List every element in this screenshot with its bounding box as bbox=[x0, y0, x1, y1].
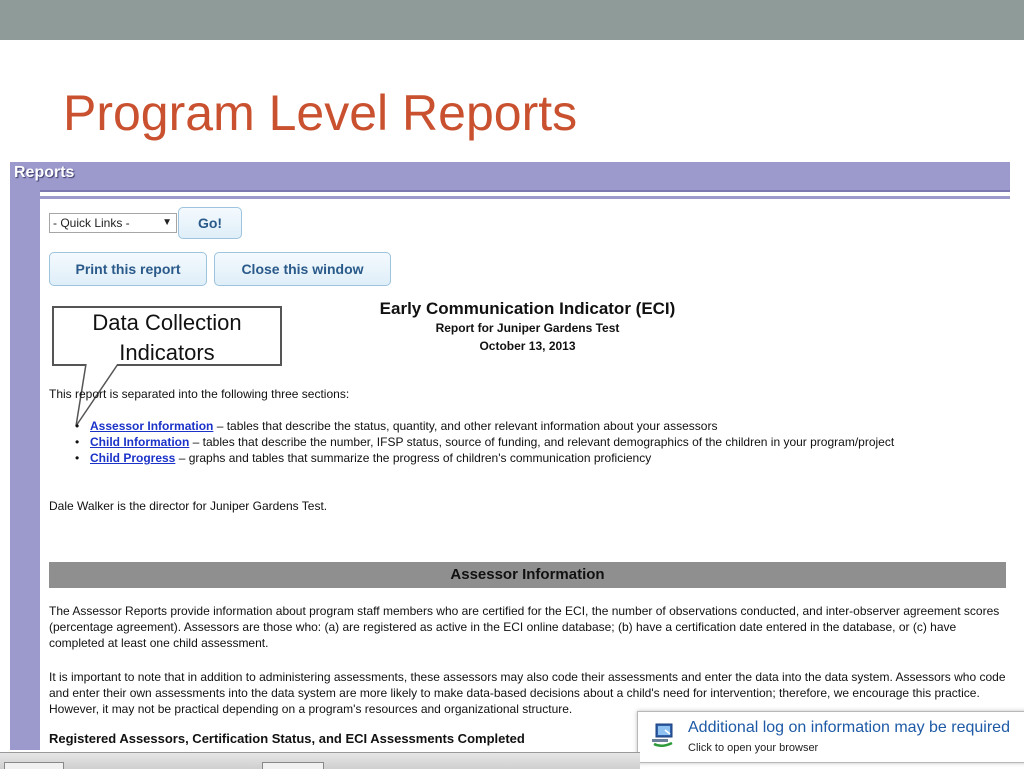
go-button[interactable]: Go! bbox=[178, 207, 242, 239]
bullet-icon: • bbox=[75, 435, 80, 449]
list-item bbox=[74, 434, 954, 450]
report-subtitle: Report for Juniper Gardens Test bbox=[435, 321, 620, 335]
slide-title: Program Level Reports bbox=[63, 85, 578, 141]
section-description: – graphs and tables that summarize the progress of children's communication proficiency bbox=[175, 451, 652, 465]
quick-links-select[interactable] bbox=[49, 213, 177, 233]
print-report-button[interactable]: Print this report bbox=[49, 252, 207, 286]
sections-list bbox=[74, 418, 954, 466]
registered-assessors-heading: Registered Assessors, Certification Status, and ECI Assessments Completed bbox=[49, 731, 525, 746]
child-information-link[interactable]: Child Information bbox=[90, 435, 190, 449]
reports-divider bbox=[36, 196, 1010, 199]
close-window-button[interactable]: Close this window bbox=[214, 252, 391, 286]
child-progress-link[interactable]: Child Progress bbox=[90, 451, 176, 465]
logon-notification[interactable] bbox=[637, 711, 1024, 763]
callout-box bbox=[52, 306, 282, 366]
notification-subtitle: Click to open your browser bbox=[688, 742, 819, 754]
director-text: Dale Walker is the director for Juniper Gardens Test. bbox=[49, 499, 328, 513]
network-icon bbox=[650, 722, 676, 750]
section-description: – tables that describe the number, IFSP status, source of funding, and relevant demographics of the children in your program/project bbox=[189, 435, 895, 449]
list-item bbox=[74, 450, 954, 466]
assessor-paragraph-1: The Assessor Reports provide information about program staff members who are certified for the ECI, the number of observations conducted, and inter-observer agreement scores (percentage agreement). Assessors are those who: (a) are registered as active in the ECI online database; (b) have a certification date entered in the database, or (c) have completed at least one child assessment. bbox=[49, 604, 1000, 650]
chevron-down-icon: ▼ bbox=[162, 217, 172, 228]
report-title: Early Communication Indicator (ECI) bbox=[379, 299, 676, 318]
reports-label: Reports bbox=[14, 164, 75, 181]
callout-line-1: Data Collection bbox=[92, 310, 242, 335]
assessor-information-link[interactable]: Assessor Information bbox=[90, 419, 214, 433]
reports-left-border bbox=[10, 190, 40, 750]
report-date: October 13, 2013 bbox=[479, 339, 576, 353]
intro-text: This report is separated into the following three sections: bbox=[49, 387, 350, 401]
bullet-icon: • bbox=[75, 419, 80, 433]
assessor-paragraph-2: It is important to note that in addition to administering assessments, these assessors may also code their assessments and enter the data into the data system. Assessors who code and enter their own assessments into the data system are more likely to make data-based decisions about a child's need for intervention; therefore, we encourage this practice. However, it may not be practical depending on a program's resources and organizational structure. bbox=[49, 670, 1006, 716]
bullet-icon: • bbox=[75, 451, 80, 465]
assessor-section-heading: Assessor Information bbox=[49, 562, 1006, 588]
list-item bbox=[74, 418, 954, 434]
section-description: – tables that describe the status, quantity, and other relevant information about your assessors bbox=[213, 419, 718, 433]
quick-links-value: - Quick Links - bbox=[53, 216, 130, 230]
callout-line-2: Indicators bbox=[119, 340, 215, 365]
top-bar bbox=[0, 0, 1024, 40]
reports-header-band bbox=[10, 162, 1010, 192]
notification-title: Additional log on information may be required bbox=[688, 719, 1010, 736]
